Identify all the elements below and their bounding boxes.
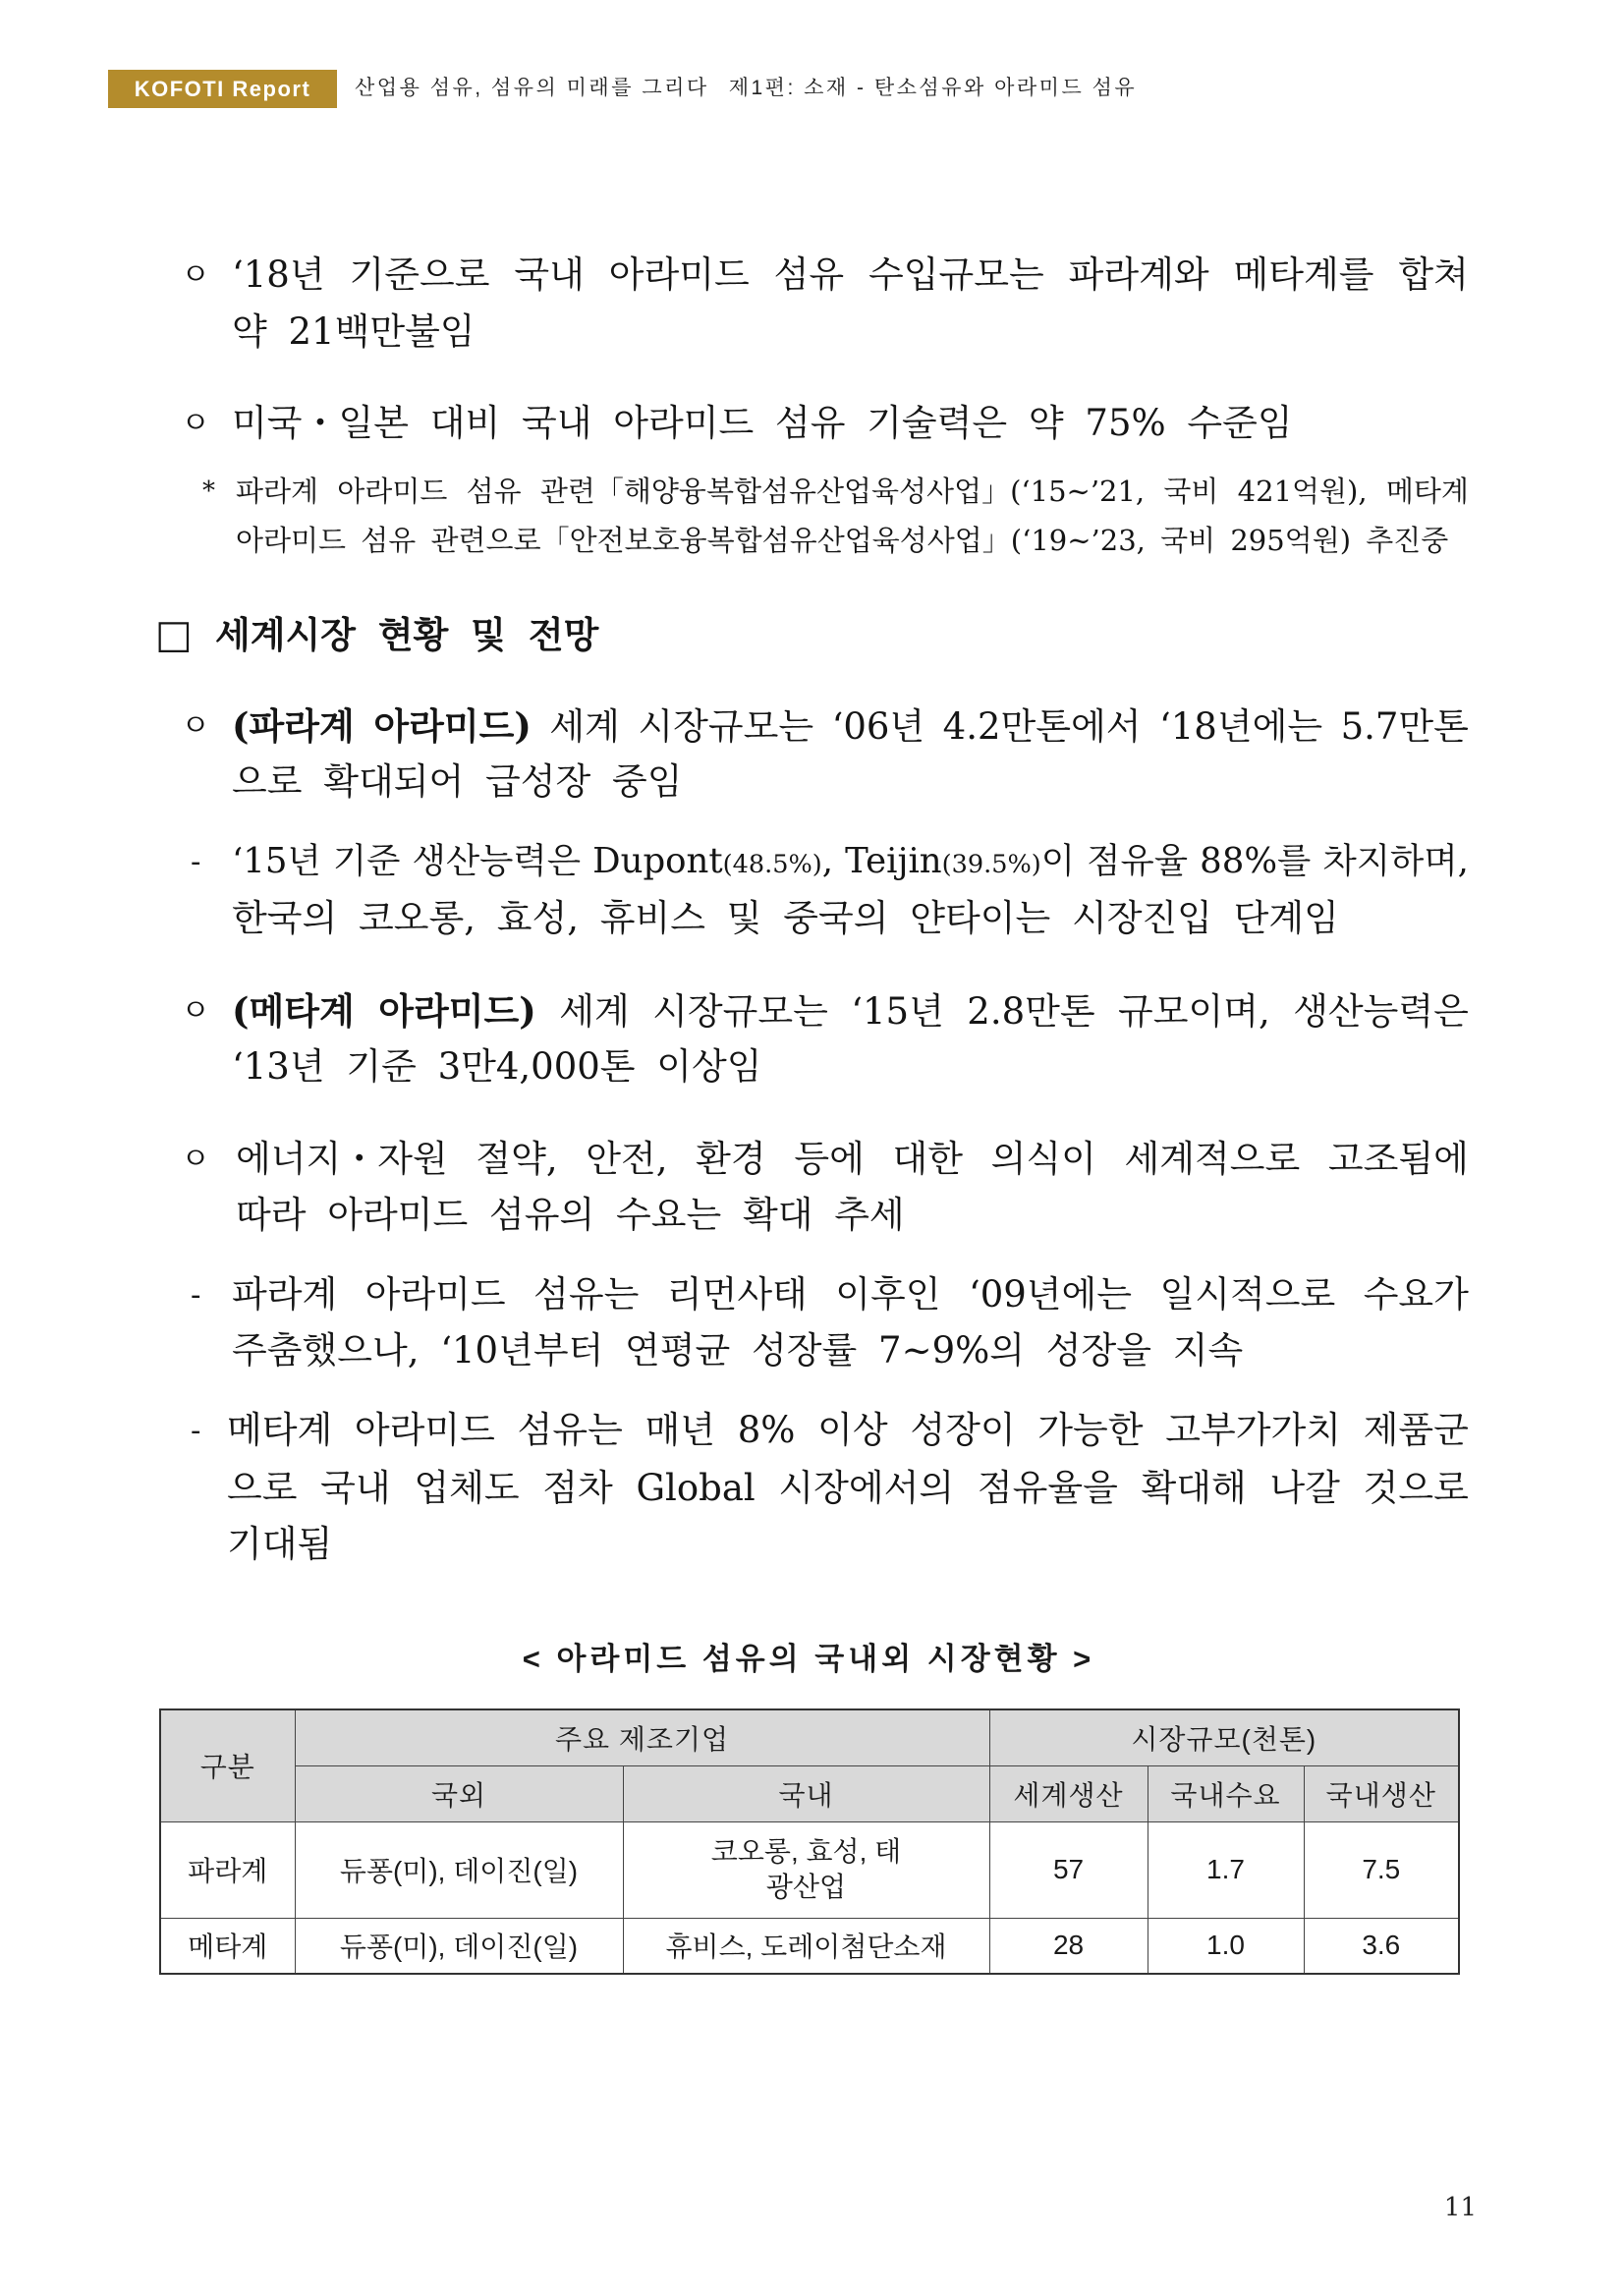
row-domestic-demand: 1.7	[1148, 1821, 1304, 1918]
tech-level-line	[232, 397, 1469, 450]
capacity-line-1	[232, 835, 1469, 888]
table-title: < 아라미드 섬유의 국내외 시장현황 >	[522, 1642, 1095, 1676]
para-market-text-2: 으로 확대되어 급성장 중임	[232, 760, 683, 803]
note-text-1: 파라계 아라미드 섬유 관련「해양융복합섬유산업육성사업」(‘15∼’21, 국비 421억원), 메타계	[236, 475, 1469, 508]
row-foreign-makers: 듀퐁(미), 데이진(일)	[295, 1918, 623, 1974]
para-growth-line-2	[232, 1324, 1469, 1377]
bullet-marker: ㅇ	[181, 708, 210, 744]
import-scale-line-1	[232, 249, 1469, 302]
header-chapter-title: 제1편: 소재 - 탄소섬유와 아라미드 섬유	[728, 77, 1138, 99]
header-domestic: 국내	[623, 1765, 989, 1821]
row-domestic-makers: 휴비스, 도레이첨단소재	[623, 1918, 989, 1974]
table-row	[160, 1918, 1459, 1974]
row-foreign-makers: 듀퐁(미), 데이진(일)	[295, 1821, 623, 1918]
bullet-marker: ㅇ	[181, 1142, 210, 1177]
para-growth-text-1: 파라계 아라미드 섬유는 리먼사태 이후인 ‘09년에는 일시적으로 수요가	[232, 1273, 1469, 1316]
import-scale-text-1: ‘18년 기준으로 국내 아라미드 섬유 수입규모는 파라계와 메타계를 합쳐	[232, 253, 1469, 296]
dash-marker: -	[191, 1413, 201, 1448]
meta-growth-text-3: 기대됨	[227, 1523, 333, 1565]
demand-text-2: 따라 아라미드 섬유의 수요는 확대 추세	[236, 1194, 905, 1236]
para-market-line-1	[232, 700, 1469, 753]
import-scale-text-2: 약 21백만불임	[232, 310, 476, 353]
meta-market-text-1: 세계 시장규모는 ‘15년 2.8만톤 규모이며, 생산능력은	[559, 990, 1469, 1033]
header-badge: KOFOTI Report	[108, 70, 337, 108]
row-world-production: 57	[989, 1821, 1148, 1918]
dash-marker: -	[191, 844, 201, 879]
row-type: 파라계	[160, 1821, 295, 1918]
capacity-line-2	[232, 892, 1469, 945]
table-header-row-2	[160, 1765, 1459, 1821]
row-domestic-production: 7.5	[1304, 1821, 1459, 1918]
demand-line-2	[236, 1189, 1469, 1242]
section-heading	[215, 608, 1469, 661]
para-growth-text-2: 주춤했으나, ‘10년부터 연평균 성장률 7∼9%의 성장을 지속	[232, 1329, 1244, 1372]
row-world-production: 28	[989, 1918, 1148, 1974]
table-row	[160, 1821, 1459, 1918]
capacity-text-4: 한국의 코오롱, 효성, 휴비스 및 중국의 얀타이는 시장진입 단계임	[232, 897, 1339, 939]
table-header-row-1	[160, 1709, 1459, 1765]
teijin-share: (39.5%)	[941, 850, 1041, 879]
bullet-marker: ㅇ	[181, 993, 210, 1029]
row-domestic-makers-cell	[623, 1821, 989, 1918]
meta-growth-text-1: 메타계 아라미드 섬유는 매년 8% 이상 성장이 가능한 고부가가치 제품군	[227, 1409, 1469, 1451]
page-number: 11	[1443, 2193, 1477, 2222]
section-square-marker: □	[155, 612, 193, 657]
tech-level-text: 미국・일본 대비 국내 아라미드 섬유 기술력은 약 75% 수준임	[232, 402, 1293, 444]
note-line-1	[236, 470, 1469, 513]
header-title-bar	[355, 73, 1137, 104]
meta-growth-line-3	[227, 1518, 1469, 1571]
market-table	[159, 1708, 1460, 1975]
meta-growth-line-2	[227, 1462, 1469, 1515]
row-type: 메타계	[160, 1918, 295, 1974]
dash-marker: -	[191, 1277, 201, 1313]
import-scale-line-2	[232, 306, 1469, 359]
header-series-title: 산업용 섬유, 섬유의 미래를 그리다	[355, 77, 709, 99]
section-heading-text: 세계시장 현황 및 전망	[215, 613, 599, 656]
meta-market-line-2	[232, 1040, 1469, 1093]
para-aramid-label: (파라계 아라미드)	[232, 704, 532, 748]
meta-market-line-1	[232, 984, 1469, 1037]
header-makers: 주요 제조기업	[295, 1709, 989, 1765]
capacity-text-1: ‘15년 기준 생산능력은 Dupont	[232, 841, 723, 881]
demand-text-1: 에너지・자원 절약, 안전, 환경 등에 대한 의식이 세계적으로 고조됨에	[236, 1138, 1469, 1180]
para-growth-line-1	[232, 1268, 1469, 1321]
header-domestic-production: 국내생산	[1304, 1765, 1459, 1821]
meta-market-text-2: ‘13년 기준 3만4,000톤 이상임	[232, 1045, 762, 1088]
note-text-2: 아라미드 섬유 관련으로「안전보호융복합섬유산업육성사업」(‘19∼’23, 국비 295억원) 추진중	[236, 524, 1449, 557]
header-world-production: 세계생산	[989, 1765, 1148, 1821]
demand-line-1	[236, 1133, 1469, 1186]
note-line-2	[236, 519, 1469, 562]
row-domestic-demand: 1.0	[1148, 1918, 1304, 1974]
header-category: 구분	[160, 1709, 295, 1821]
header-foreign: 국외	[295, 1765, 623, 1821]
para-market-text-1: 세계 시장규모는 ‘06년 4.2만톤에서 ‘18년에는 5.7만톤	[549, 705, 1469, 748]
meta-growth-line-1	[227, 1404, 1469, 1457]
capacity-text-3: 이 점유율 88%를 차지하며,	[1040, 841, 1469, 881]
meta-aramid-label: (메타계 아라미드)	[232, 989, 536, 1033]
row-domestic-production: 3.6	[1304, 1918, 1459, 1974]
note-asterisk: *	[202, 476, 215, 506]
bullet-marker: ㅇ	[181, 406, 210, 441]
row-domestic-makers: 코오롱, 효성, 태광산업	[710, 1836, 902, 1902]
capacity-text-2: , Teijin	[821, 841, 942, 881]
para-market-line-2	[232, 756, 1469, 809]
dupont-share: (48.5%)	[722, 850, 822, 879]
bullet-marker: ㅇ	[181, 257, 210, 293]
header-market-size: 시장규모(천톤)	[989, 1709, 1459, 1765]
header-domestic-demand: 국내수요	[1148, 1765, 1304, 1821]
meta-growth-text-2: 으로 국내 업체도 점차 Global 시장에서의 점유율을 확대해 나갈 것으로	[227, 1467, 1469, 1509]
